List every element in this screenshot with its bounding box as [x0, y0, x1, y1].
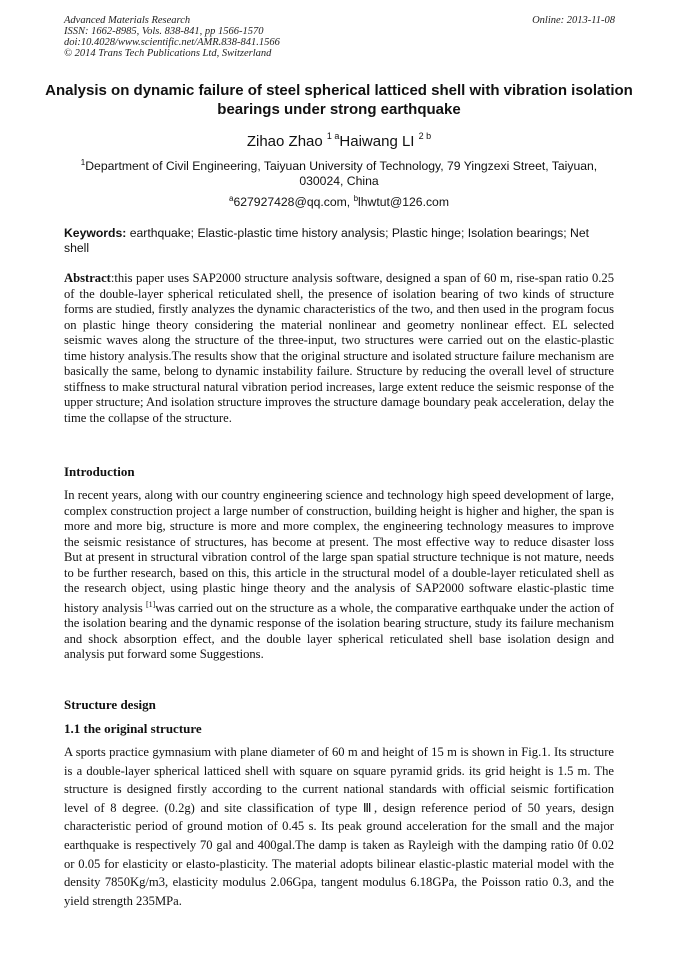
- email-a-mark: a: [229, 194, 234, 203]
- abstract-label: Abstract: [64, 271, 111, 285]
- online-date: Online: 2013-11-08: [532, 15, 615, 26]
- abstract: [64, 271, 614, 426]
- author-1: Zihao Zhao: [246, 133, 323, 150]
- paper-title: Analysis on dynamic failure of steel spherical latticed shell with vibration isolation bearings under strong earthquake: [45, 82, 633, 118]
- affiliation: [60, 155, 618, 189]
- affiliation-text: Department of Civil Engineering, Taiyuan University of Technology, 79 Yingzexi Street, Taiyuan, 030024, China: [85, 159, 598, 189]
- author-1-affil-mark: 1 a: [326, 131, 340, 141]
- original-structure-paragraph: A sports practice gymnasium with plane diameter of 60 m and height of 15 m is shown in Fig.1. Its structure is a double-layer spherical latticed shell with square on square pyramid grids. its grid height is 1.5 m. The structure is designed firstly according to the current national standards with official seismic fortification level of 8 degree. (0.2g) and site classification of type Ⅲ, design reference period of 50 years, design characteristic period of ground motion of 0.45 s. Its peak ground acceleration for the small and the major earthquake is respectively 70 gal and 400gal.The damp is taken as Rayleigh with the damping ratio 0f 0.02 or 0.05 for elasticity or elasto-plasticity. The material adopts bilinear elastic-plastic material model with the density 7850Kg/m3, elasticity modulus 2.06Gpa, tangent modulus 6.18GPa, the Poisson ratio 0.3, and the yield strength 235MPa.: [64, 745, 614, 908]
- structure-design-heading: Structure design: [64, 697, 156, 712]
- issn-line: ISSN: 1662-8985, Vols. 838-841, pp 1566-1570: [64, 26, 264, 37]
- author-2: Haiwang LI: [339, 133, 415, 150]
- author-2-affil-mark: 2 b: [418, 131, 432, 141]
- author-line: [0, 128, 678, 151]
- affiliation-mark: 1: [80, 158, 86, 167]
- doi-line: doi:10.4028/www.scientific.net/AMR.838-841.1566: [64, 37, 280, 48]
- introduction-heading: Introduction: [64, 464, 135, 479]
- introduction-text-2: was carried out on the structure as a whole, the comparative earthquake under the action of the isolation bearing and the dynamic response of the isolation bearing structure, study its failure mechanism and shock absorption effect, and the double layer spherical reticulated shell base isolation design and analysis put forward some Suggestions.: [64, 600, 615, 662]
- journal-header: [64, 15, 615, 59]
- introduction-paragraph: [64, 488, 614, 663]
- copyright-line: © 2014 Trans Tech Publications Ltd, Switzerland: [64, 48, 272, 59]
- abstract-text: :this paper uses SAP2000 structure analysis software, designed a span of 60 m, rise-span ratio 0.25 of the double-layer spherical reticulated shell, the presence of isolation bearing of two kinds of structure forms are studied, firstly analyzes the dynamic characteristics of the two, and then used in the program focus on plastic hinge theory considering the material nonlinear and geometry nonlinear effect. EL selected seismic waves along the structure of the three-input, two structures were carried out on the elastic-plastic time history analysis.The results show that the original structure and isolated structure failure mechanism are basically the same, belong to dynamic instability failure. Structure by reducing the overall level of structure stiffness to make structural natural vibration period increases, large extent reduce the seismic response of the upper structure; And isolation structure improves the structure damage boundary peak acceleration, delay the time the collapse of the structure.: [64, 271, 614, 425]
- introduction-text-1: In recent years, along with our country engineering science and technology high speed development of large, complex construction project a large number of construction, building height is higher and higher, the span is more and more big, structure is more and more complex, the engineering technology measures to improve the seismic resistance of structures, has become at present. The most effective way to reduce disaster loss But at present in structural vibration control of the large span spatial structure technique is not mature, needs to be further research, based on this, this article in the structural model of a double-layer reticulated shell as the research object, using plastic hinge theory and the analysis of SAP2000 software elastic-plastic time history analysis: [64, 488, 614, 615]
- email-b: lhwtut@126.com: [358, 195, 449, 210]
- email-a: 627927428@qq.com,: [233, 195, 354, 210]
- keywords-label: Keywords:: [64, 226, 127, 240]
- email-line: [0, 191, 678, 210]
- email-b-mark: b: [353, 194, 359, 203]
- journal-name: Advanced Materials Research: [64, 15, 191, 26]
- original-structure-subheading: 1.1 the original structure: [64, 721, 202, 736]
- citation-ref: [1]: [145, 599, 156, 609]
- keywords-text: earthquake; Elastic-plastic time history analysis; Plastic hinge; Isolation bearings; Net shell: [64, 226, 589, 255]
- keywords: [64, 226, 614, 256]
